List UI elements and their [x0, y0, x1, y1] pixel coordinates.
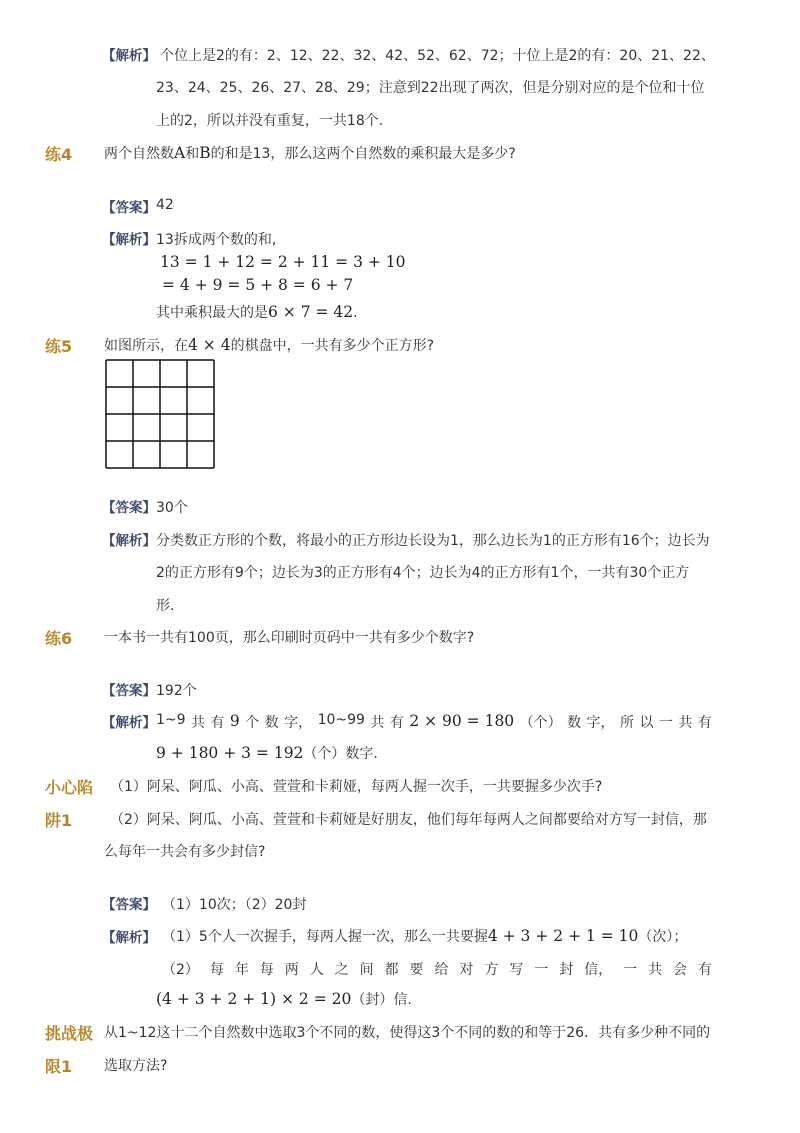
problem-question	[104, 335, 434, 355]
solution-justified-line	[156, 712, 712, 732]
solution-tag: 【解析】	[102, 232, 156, 248]
solution-line	[156, 743, 378, 763]
math-var: B	[199, 144, 211, 162]
solution-line: 形.	[156, 598, 175, 614]
solution-text: .	[353, 305, 358, 321]
question-text: 的棋盘中，一共有多少个正方形?	[230, 338, 435, 354]
word: 都	[384, 962, 399, 978]
answer-tag: 【答案】	[102, 897, 156, 913]
problem-question: 从1~12这十二个自然数中选取3个不同的数，使得这3个不同的数的和等于26．共有多少种不同的	[104, 1025, 711, 1041]
problem-label: 限1	[45, 1057, 73, 1076]
solution-text: （封）信.	[351, 992, 412, 1008]
word: 每	[209, 962, 224, 978]
word: 两	[284, 962, 299, 978]
math-expression: 6 × 7 = 42	[268, 303, 354, 321]
solution-line	[156, 302, 358, 322]
solution-line: 13拆成两个数的和,	[156, 232, 277, 248]
word: 1~9	[156, 712, 186, 728]
word: （2）	[162, 962, 199, 978]
solution-text: （个）数字.	[303, 746, 378, 762]
word: 间	[359, 962, 374, 978]
word: 共	[191, 715, 205, 731]
problem-label: 挑战极	[45, 1024, 94, 1043]
problem-question: 选取方法?	[104, 1058, 168, 1074]
word: 之	[334, 962, 349, 978]
answer-value: 30个	[156, 500, 188, 516]
word: 有	[389, 715, 404, 731]
word: 给	[434, 962, 449, 978]
answer-tag: 【答案】	[102, 200, 156, 216]
word: 所	[619, 715, 634, 731]
problem-label: 小心陷	[45, 778, 94, 797]
math-expression: 4 × 4	[188, 336, 231, 354]
solution-line	[156, 989, 412, 1009]
problem-label: 阱1	[45, 811, 73, 830]
word: 年	[234, 962, 249, 978]
word: 对	[459, 962, 474, 978]
word: 10~99	[317, 712, 365, 728]
solution-tag: 【解析】	[102, 48, 156, 64]
solution-line: 个位上是2的有：2、12、22、32、42、52、62、72；十位上是2的有：20、21、22、	[160, 48, 715, 64]
answer-tag: 【答案】	[102, 500, 156, 516]
word: 数	[264, 715, 279, 731]
word: 有	[697, 715, 712, 731]
math-expression: 4 + 3 + 2 + 1 = 10	[487, 927, 639, 945]
solution-tag: 【解析】	[102, 930, 156, 946]
problem-question: 么每年一共会有多少封信?	[104, 844, 266, 860]
word: 要	[409, 962, 424, 978]
word: 每	[259, 962, 274, 978]
word: 共	[370, 715, 385, 731]
question-text: 和	[185, 146, 200, 162]
word: 以	[639, 715, 654, 731]
answer-value: （1）10次；（2）20封	[162, 897, 307, 913]
word: 写	[509, 962, 524, 978]
solution-text: 其中乘积最大的是	[156, 305, 268, 321]
solution-line	[162, 926, 687, 946]
math-expression: 9 + 180 + 3 = 192	[156, 744, 304, 762]
answer-value: 42	[156, 197, 174, 213]
solution-tag: 【解析】	[102, 533, 156, 549]
word: 共	[678, 715, 693, 731]
word: 封	[559, 962, 574, 978]
solution-line: 23、24、25、26、27、28、29；注意到22出现了两次，但是分别对应的是个位和十位	[156, 80, 705, 96]
equation-line: = 4 + 9 = 5 + 8 = 6 + 7	[162, 276, 354, 294]
word: 人	[309, 962, 324, 978]
problem-label: 练6	[45, 629, 73, 648]
word: 有	[697, 962, 712, 978]
solution-justified-line	[162, 959, 712, 979]
problem-question	[104, 143, 516, 163]
solution-line: 2的正方形有9个；边长为3的正方形有4个；边长为4的正方形有1个，一共有30个正方	[156, 565, 690, 581]
solution-text: （1）5个人一次握手，每两人握一次，那么一共要握	[162, 929, 488, 945]
answer-value: 192个	[156, 683, 197, 699]
solution-line: 上的2，所以并没有重复，一共18个.	[156, 113, 384, 129]
question-text: 的和是13，那么这两个自然数的乘积最大是多少?	[210, 146, 516, 162]
math-expression: 2 × 90 = 180	[409, 712, 515, 730]
equation-line: 13 = 1 + 12 = 2 + 11 = 3 + 10	[160, 253, 406, 271]
question-text: 如图所示，在	[104, 338, 188, 354]
problem-label: 练5	[45, 337, 73, 356]
math-expression: (4 + 3 + 2 + 1) × 2 = 20	[156, 990, 352, 1008]
word: 一	[658, 715, 673, 731]
answer-tag: 【答案】	[102, 683, 156, 699]
word: 一	[623, 962, 638, 978]
question-text: 两个自然数	[104, 146, 174, 162]
word: 信，	[584, 962, 613, 978]
word: 字，	[284, 715, 313, 731]
solution-line: 分类数正方形的个数，将最小的正方形边长设为1，那么边长为1的正方形有16个；边长为	[156, 533, 710, 549]
math-number: 9	[229, 712, 240, 730]
problem-question: 一本书一共有100页，那么印刷时页码中一共有多少个数字?	[104, 630, 475, 646]
word: （个）	[519, 715, 562, 731]
word: 共	[648, 962, 663, 978]
solution-text: （次）；	[638, 929, 688, 945]
problem-label: 练4	[45, 145, 73, 164]
math-var: A	[174, 144, 186, 162]
word: 方	[484, 962, 499, 978]
problem-question: （1）阿呆、阿瓜、小高、萱萱和卡莉娅，每两人握一次手，一共要握多少次手?	[110, 779, 603, 795]
word: 一	[534, 962, 549, 978]
word: 字，	[586, 715, 615, 731]
chessboard-grid	[105, 359, 217, 471]
word: 会	[673, 962, 688, 978]
word: 有	[210, 715, 225, 731]
word: 数	[567, 715, 582, 731]
solution-tag: 【解析】	[102, 715, 156, 731]
word: 个	[245, 715, 260, 731]
problem-question: （2）阿呆、阿瓜、小高、萱萱和卡莉娅是好朋友，他们每年每两人之间都要给对方写一封信，那	[110, 812, 707, 828]
